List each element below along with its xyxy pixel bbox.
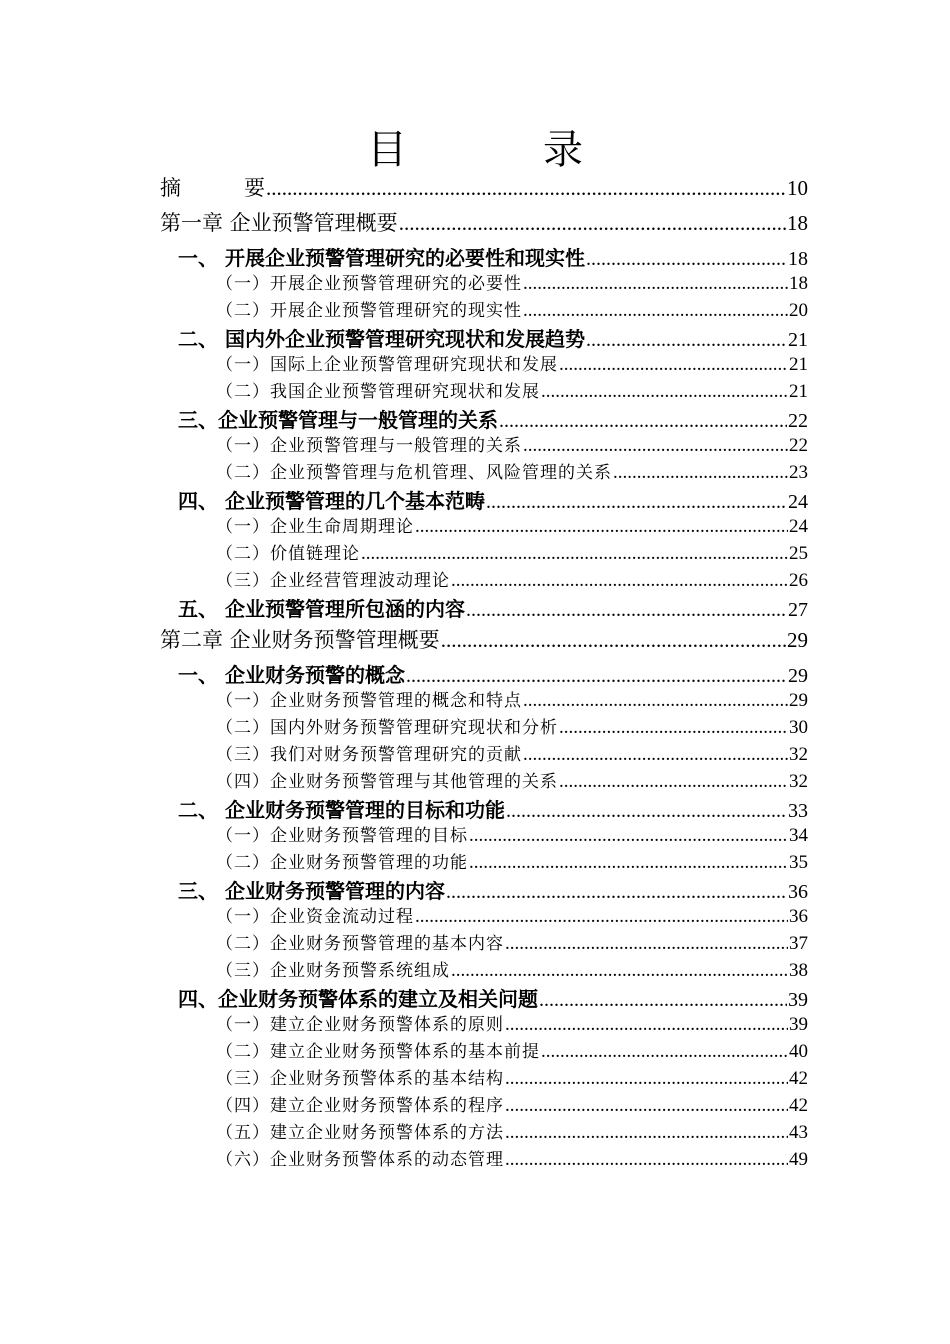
toc-entry[interactable] <box>160 297 808 324</box>
toc-entry-label: （三）企业财务预警体系的基本结构 <box>216 1069 504 1089</box>
toc-dot-leader <box>415 903 788 930</box>
toc-entry-label: （一）企业生命周期理论 <box>216 517 414 537</box>
toc-dot-leader <box>505 1119 788 1146</box>
toc-entry[interactable] <box>160 957 808 984</box>
toc-entry-page-number: 18 <box>788 248 808 270</box>
toc-entry-label: 四、 企业预警管理的几个基本范畴 <box>178 489 485 513</box>
toc-dot-leader <box>469 822 788 849</box>
toc-entry-label: 四、企业财务预警体系的建立及相关问题 <box>178 987 538 1011</box>
toc-entry-page-number: 22 <box>788 410 808 432</box>
toc-entry-page-number: 32 <box>789 744 808 765</box>
toc-entry-label: （二）企业财务预警管理的基本内容 <box>216 934 504 954</box>
toc-dot-leader <box>505 1146 788 1173</box>
toc-entry-label: （三）企业财务预警系统组成 <box>216 961 450 981</box>
toc-entry-page-number: 37 <box>789 933 808 954</box>
toc-entry-page-number: 21 <box>788 329 808 351</box>
toc-entry-page-number: 33 <box>788 800 808 822</box>
toc-entry[interactable] <box>160 459 808 486</box>
toc-entry[interactable] <box>160 172 808 204</box>
toc-entry-page-number: 20 <box>789 300 808 321</box>
toc-dot-leader <box>415 513 788 540</box>
toc-entry[interactable] <box>160 351 808 378</box>
toc-entry-page-number: 21 <box>789 381 808 402</box>
toc-entry-page-number: 40 <box>789 1041 808 1062</box>
toc-dot-leader <box>559 768 788 795</box>
toc-dot-leader <box>523 432 788 459</box>
toc-entry-page-number: 21 <box>789 354 808 375</box>
toc-entry-label: 五、 企业预警管理所包涵的内容 <box>178 597 465 621</box>
toc-entry[interactable] <box>160 324 808 351</box>
toc-entry[interactable] <box>160 621 808 660</box>
toc-entry-page-number: 10 <box>787 176 808 200</box>
toc-entry-label: （一）企业财务预警管理的概念和特点 <box>216 691 522 711</box>
toc-entry-label: 三、企业预警管理与一般管理的关系 <box>178 408 498 432</box>
toc-entry-page-number: 29 <box>787 628 808 652</box>
toc-dot-leader <box>559 351 788 378</box>
toc-entry-label: （二）我国企业预警管理研究现状和发展 <box>216 382 540 402</box>
toc-entry-page-number: 36 <box>789 906 808 927</box>
toc-entry-label: （一）建立企业财务预警体系的原则 <box>216 1015 504 1035</box>
toc-entry-page-number: 42 <box>789 1095 808 1116</box>
toc-entry[interactable] <box>160 1146 808 1173</box>
toc-entry[interactable] <box>160 876 808 903</box>
toc-dot-leader <box>441 621 786 660</box>
toc-entry-page-number: 35 <box>789 852 808 873</box>
toc-entry-page-number: 34 <box>789 825 808 846</box>
toc-entry-label: 一、 开展企业预警管理研究的必要性和现实性 <box>178 246 585 270</box>
toc-entry-page-number: 22 <box>789 435 808 456</box>
toc-entry-page-number: 18 <box>787 211 808 235</box>
toc-entry[interactable] <box>160 930 808 957</box>
toc-entry[interactable] <box>160 849 808 876</box>
toc-entry-page-number: 39 <box>788 989 808 1011</box>
toc-entry[interactable] <box>160 1119 808 1146</box>
toc-entry-page-number: 26 <box>789 570 808 591</box>
toc-dot-leader <box>266 172 786 204</box>
toc-dot-leader <box>523 270 788 297</box>
toc-entry-label: （一）开展企业预警管理研究的必要性 <box>216 274 522 294</box>
toc-entry[interactable] <box>160 1092 808 1119</box>
toc-entry-label: （三）我们对财务预警管理研究的贡献 <box>216 745 522 765</box>
toc-entry-label: （一）企业财务预警管理的目标 <box>216 826 468 846</box>
toc-dot-leader <box>559 714 788 741</box>
toc-entry[interactable] <box>160 1011 808 1038</box>
toc-entry-label: （六）企业财务预警体系的动态管理 <box>216 1150 504 1170</box>
toc-entry[interactable] <box>160 660 808 687</box>
toc-entry-page-number: 29 <box>789 690 808 711</box>
toc-entry[interactable] <box>160 687 808 714</box>
toc-entry-label: 第一章 企业预警管理概要 <box>160 211 398 235</box>
toc-entry[interactable] <box>160 984 808 1011</box>
toc-entry[interactable] <box>160 243 808 270</box>
toc-entry[interactable] <box>160 540 808 567</box>
toc-dot-leader <box>469 849 788 876</box>
toc-entry-label: （二）企业预警管理与危机管理、风险管理的关系 <box>216 463 612 483</box>
toc-dot-leader <box>523 687 788 714</box>
toc-entry-label: 第二章 企业财务预警管理概要 <box>160 628 440 652</box>
toc-entry[interactable] <box>160 741 808 768</box>
toc-dot-leader <box>399 204 786 243</box>
table-of-contents <box>160 172 808 1173</box>
toc-entry[interactable] <box>160 486 808 513</box>
toc-entry-label: （二）企业财务预警管理的功能 <box>216 853 468 873</box>
toc-entry[interactable] <box>160 1038 808 1065</box>
toc-entry-page-number: 29 <box>788 665 808 687</box>
toc-dot-leader <box>505 1065 788 1092</box>
toc-dot-leader <box>361 540 788 567</box>
toc-entry[interactable] <box>160 405 808 432</box>
toc-entry[interactable] <box>160 270 808 297</box>
toc-entry-label: （二）建立企业财务预警体系的基本前提 <box>216 1042 540 1062</box>
toc-entry-page-number: 25 <box>789 543 808 564</box>
toc-dot-leader <box>541 1038 788 1065</box>
toc-entry-page-number: 27 <box>788 599 808 621</box>
toc-dot-leader <box>505 930 788 957</box>
toc-entry-label: （四）企业财务预警管理与其他管理的关系 <box>216 772 558 792</box>
toc-entry[interactable] <box>160 432 808 459</box>
toc-entry-label: 一、 企业财务预警的概念 <box>178 663 405 687</box>
toc-entry-label: 二、 国内外企业预警管理研究现状和发展趋势 <box>178 327 585 351</box>
toc-entry[interactable] <box>160 714 808 741</box>
toc-entry-label: （一）企业资金流动过程 <box>216 907 414 927</box>
toc-dot-leader <box>505 1011 788 1038</box>
toc-entry[interactable] <box>160 567 808 594</box>
toc-entry[interactable] <box>160 822 808 849</box>
toc-entry[interactable] <box>160 378 808 405</box>
toc-entry-page-number: 30 <box>789 717 808 738</box>
toc-entry-label: （二）价值链理论 <box>216 544 360 564</box>
toc-entry-label: （一）国际上企业预警管理研究现状和发展 <box>216 355 558 375</box>
toc-entry-label: （二）国内外财务预警管理研究现状和分析 <box>216 718 558 738</box>
toc-entry-page-number: 39 <box>789 1014 808 1035</box>
toc-dot-leader <box>613 459 788 486</box>
toc-entry-label: 三、 企业财务预警管理的内容 <box>178 879 445 903</box>
toc-dot-leader <box>451 567 788 594</box>
toc-entry[interactable] <box>160 594 808 621</box>
toc-entry-page-number: 32 <box>789 771 808 792</box>
toc-entry-page-number: 24 <box>789 516 808 537</box>
toc-entry-page-number: 24 <box>788 491 808 513</box>
toc-entry-label: 二、 企业财务预警管理的目标和功能 <box>178 798 505 822</box>
toc-dot-leader <box>523 297 788 324</box>
toc-dot-leader <box>451 957 788 984</box>
toc-entry[interactable] <box>160 903 808 930</box>
toc-dot-leader <box>541 378 788 405</box>
toc-entry[interactable] <box>160 795 808 822</box>
toc-entry-label: （五）建立企业财务预警体系的方法 <box>216 1123 504 1143</box>
toc-entry-page-number: 42 <box>789 1068 808 1089</box>
toc-entry[interactable] <box>160 513 808 540</box>
toc-entry-label: （二）开展企业预警管理研究的现实性 <box>216 301 522 321</box>
toc-entry-label: （一）企业预警管理与一般管理的关系 <box>216 436 522 456</box>
toc-entry-page-number: 23 <box>789 462 808 483</box>
toc-dot-leader <box>505 1092 788 1119</box>
toc-entry-page-number: 49 <box>789 1149 808 1170</box>
toc-entry[interactable] <box>160 204 808 243</box>
toc-entry-page-number: 18 <box>789 273 808 294</box>
page-title: 目 录 <box>367 127 631 173</box>
toc-entry-page-number: 36 <box>788 881 808 903</box>
toc-entry-label: （四）建立企业财务预警体系的程序 <box>216 1096 504 1116</box>
toc-entry-page-number: 43 <box>789 1122 808 1143</box>
toc-entry-label: 摘 要 <box>160 176 265 200</box>
toc-dot-leader <box>523 741 788 768</box>
toc-entry[interactable] <box>160 768 808 795</box>
toc-entry[interactable] <box>160 1065 808 1092</box>
toc-entry-page-number: 38 <box>789 960 808 981</box>
toc-entry-label: （三）企业经营管理波动理论 <box>216 571 450 591</box>
